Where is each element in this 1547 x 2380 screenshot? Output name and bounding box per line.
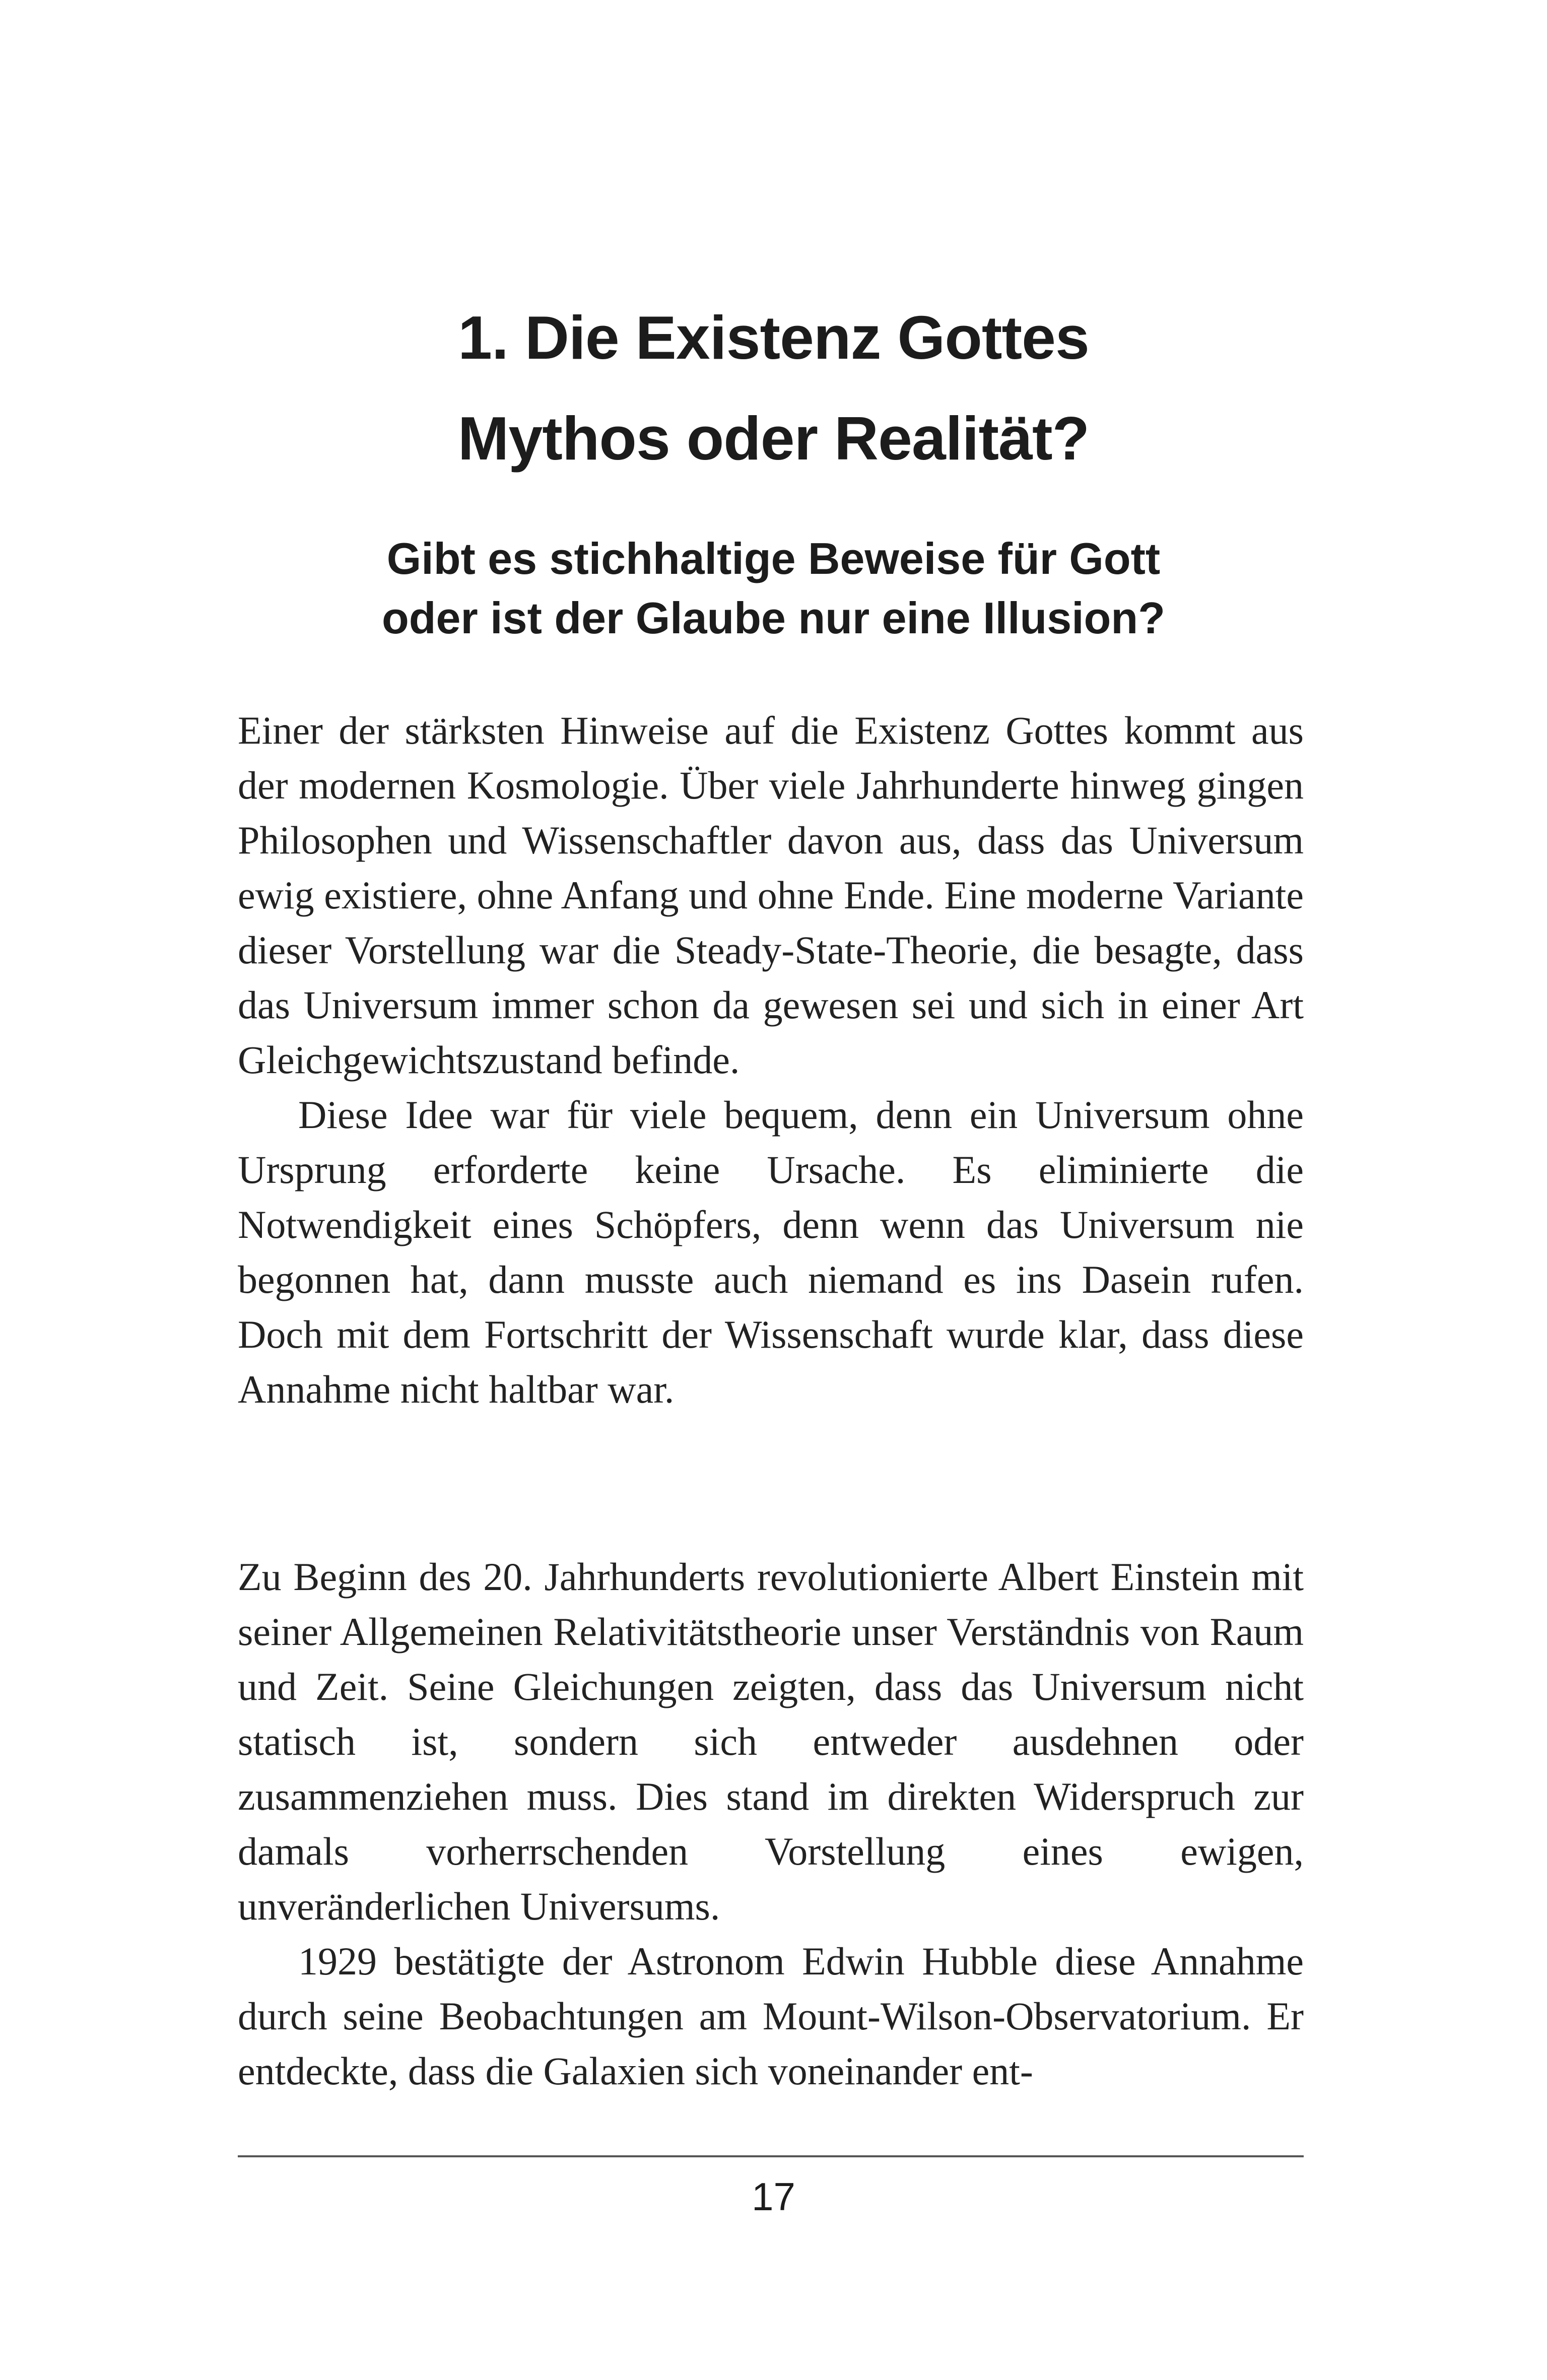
body-section-1: [238, 703, 1304, 1417]
paragraph-no-origin: Diese Idee war für viele bequem, denn ein Universum ohne Ursprung erforderte keine Ursache. Es eliminierte die Notwendigkeit eines Schöpfers, denn wenn das Universum nie begonnen hat, dann musste auch niemand es ins Dasein rufen. Doch mit dem Fortschritt der Wissenschaft wurde klar, dass diese Annahme nicht haltbar war.: [238, 1093, 1304, 1411]
paragraph-einstein: Zu Beginn des 20. Jahrhunderts revolutionierte Albert Einstein mit seiner Allgemeinen Relativitätstheorie unser Verständnis von Raum und Zeit. Seine Gleichungen zeigten, dass das Universum nicht statisch ist, sondern sich entweder ausdehnen oder zusammenziehen muss. Dies stand im direkten Widerspruch zur damals vorherrschenden Vorstellung eines ewigen, unveränderlichen Universums.: [238, 1555, 1304, 1928]
chapter-title: [0, 287, 1547, 489]
chapter-title-line-2: Mythos oder Realität?: [457, 404, 1090, 473]
page-number: 17: [752, 2174, 795, 2219]
paragraph-cosmology-intro: Einer der stärksten Hinweise auf die Existenz Gottes kommt aus der modernen Kosmologie. Über viele Jahrhunderte hinweg gingen Philosophen und Wissenschaftler davon aus, dass das Universum ewig existiere, ohne Anfang und ohne Ende. Eine moderne Variante dieser Vorstellung war die Steady-State-Theorie, die besagte, dass das Universum immer schon da gewesen sei und sich in einer Art Gleichgewichtszustand befinde.: [238, 708, 1304, 1082]
footer-divider: [238, 2155, 1304, 2157]
chapter-subtitle-line-1: Gibt es stichhaltige Beweise für Gott: [386, 534, 1161, 583]
chapter-subtitle: [0, 529, 1547, 648]
body-section-2: [238, 1549, 1304, 2098]
paragraph-hubble: 1929 bestätigte der Astronom Edwin Hubble diese Annahme durch seine Beobachtungen am Mount-Wilson-Observatorium. Er entdeckte, dass die Galaxien sich voneinander ent-: [238, 1939, 1304, 2093]
chapter-title-line-1: 1. Die Existenz Gottes: [458, 303, 1089, 372]
chapter-subtitle-line-2: oder ist der Glaube nur eine Illusion?: [382, 593, 1165, 643]
